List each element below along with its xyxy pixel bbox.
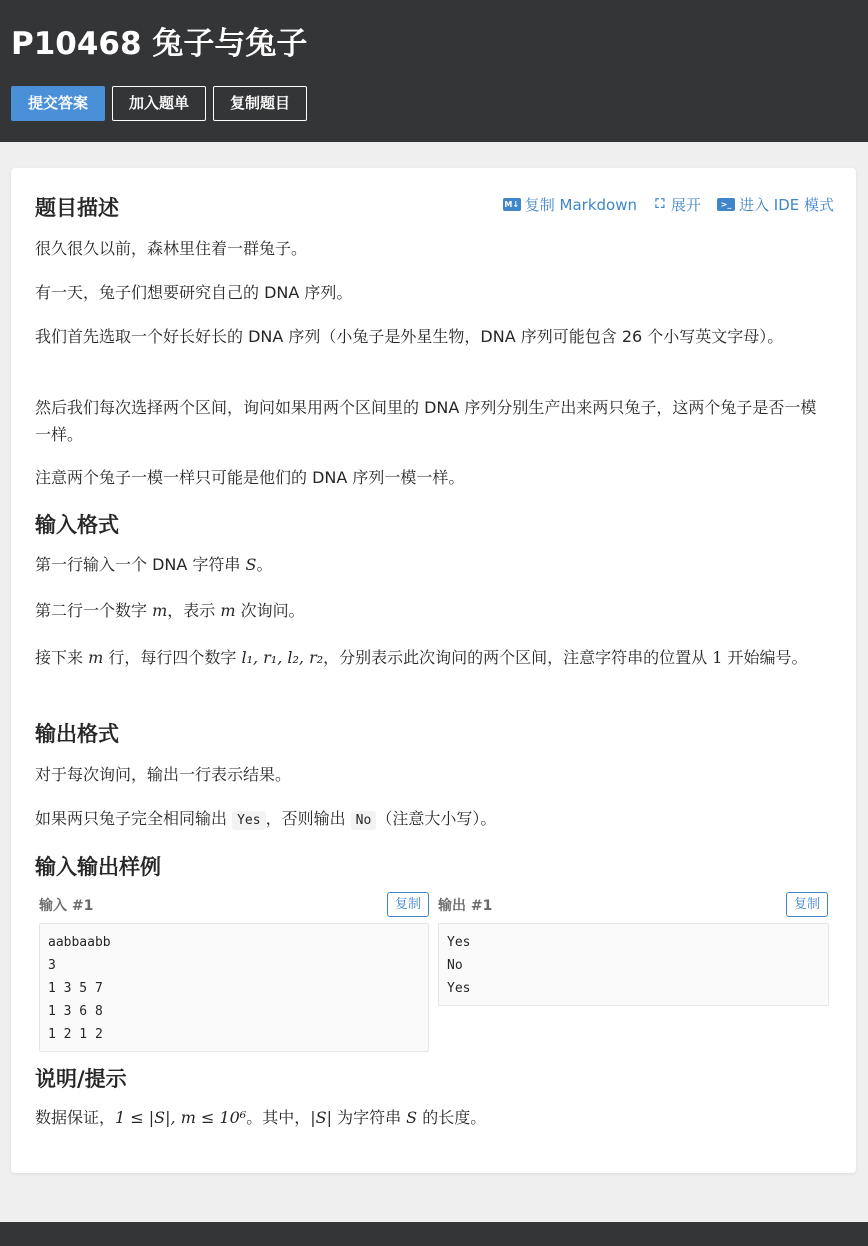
description-paragraph: 注意两个兔子一模一样只可能是他们的 DNA 序列一模一样。 xyxy=(35,468,465,487)
sample-input-box: aabbaabb 3 1 3 5 7 1 3 6 8 1 2 1 2 xyxy=(39,923,429,1052)
page-footer xyxy=(0,1222,868,1246)
copy-input-button[interactable]: 复制 xyxy=(387,892,429,917)
add-to-list-button[interactable]: 加入题单 xyxy=(112,86,206,121)
description-paragraph: 然后我们每次选择两个区间，询问如果用两个区间里的 DNA 序列分别生产出来两只兔子，这两个兔子是否一模一样。 xyxy=(35,398,817,444)
input-format-title: 输入格式 xyxy=(35,513,119,537)
problem-card xyxy=(11,168,856,1173)
expand-label: 展开 xyxy=(670,196,701,214)
description-paragraph: 很久很久以前，森林里住着一群兔子。 xyxy=(35,239,308,258)
input-line-3: 接下来 m 行，每行四个数字 l₁, r₁, l₂, r₂，分别表示此次询问的两个区间，注意字符串的位置从 1 开始编号。 xyxy=(35,648,808,667)
problem-title: P10468 兔子与兔子 xyxy=(11,26,308,62)
description-paragraph: 有一天，兔子们想要研究自己的 DNA 序列。 xyxy=(35,283,353,302)
terminal-icon: >_ xyxy=(717,198,735,211)
input-line-1: 第一行输入一个 DNA 字符串 S。 xyxy=(35,555,273,574)
sample-output-label: 输出 #1 xyxy=(438,898,493,914)
hint-title: 说明/提示 xyxy=(35,1067,127,1091)
inline-code-no: No xyxy=(351,811,377,830)
expand-icon: ⛶ xyxy=(655,197,665,212)
inline-code-yes: Yes xyxy=(232,811,265,830)
ide-mode-link[interactable] xyxy=(717,194,834,215)
copy-markdown-label: 复制 Markdown xyxy=(524,196,637,214)
ide-mode-label: 进入 IDE 模式 xyxy=(739,196,834,214)
action-bar xyxy=(11,86,307,121)
hint-text: 数据保证，1 ≤ |S|, m ≤ 10⁶。其中，|S| 为字符串 S 的长度。 xyxy=(35,1108,487,1127)
markdown-icon: M↓ xyxy=(504,200,520,209)
output-line-1: 对于每次询问，输出一行表示结果。 xyxy=(35,765,292,784)
page-header xyxy=(0,0,868,142)
description-title: 题目描述 xyxy=(35,196,119,220)
samples-title: 输入输出样例 xyxy=(35,855,161,879)
output-format-title: 输出格式 xyxy=(35,722,119,746)
problem-tools xyxy=(503,194,834,215)
copy-output-button[interactable]: 复制 xyxy=(786,892,828,917)
copy-problem-button[interactable]: 复制题目 xyxy=(213,86,307,121)
input-line-2: 第二行一个数字 m，表示 m 次询问。 xyxy=(35,601,305,620)
sample-output-box: Yes No Yes xyxy=(438,923,829,1006)
expand-link[interactable] xyxy=(653,194,701,215)
description-paragraph: 我们首先选取一个好长好长的 DNA 序列（小兔子是外星生物，DNA 序列可能包含 26 个小写英文字母）。 xyxy=(35,327,784,346)
sample-input-label: 输入 #1 xyxy=(39,898,94,914)
submit-answer-button[interactable]: 提交答案 xyxy=(11,86,105,121)
copy-markdown-link[interactable] xyxy=(503,194,637,215)
output-line-2: 如果两只兔子完全相同输出 Yes ，否则输出 No （注意大小写）。 xyxy=(35,809,497,828)
